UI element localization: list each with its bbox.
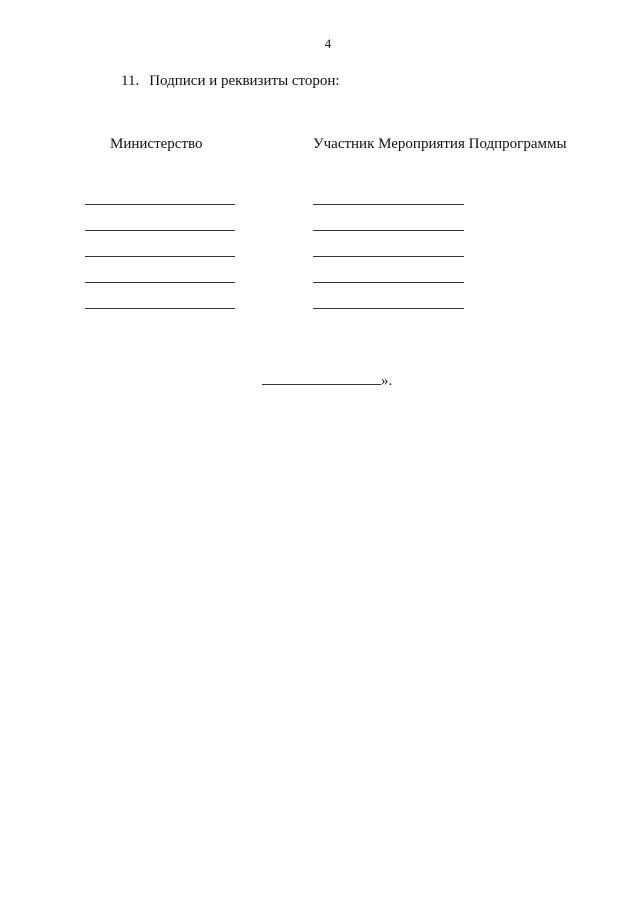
signature-line-right — [313, 204, 464, 205]
signature-line-right — [313, 308, 464, 309]
closing-suffix: ». — [381, 373, 393, 389]
signature-line-left — [85, 282, 235, 283]
signature-line-left — [85, 230, 235, 231]
party-label-ministry: Министерство — [110, 136, 203, 152]
signature-line-right — [313, 282, 464, 283]
party-label-participant: Участник Мероприятия Подпрограммы — [313, 136, 567, 152]
signature-line-right — [313, 256, 464, 257]
page-number: 4 — [324, 36, 332, 51]
closing-blank — [262, 370, 381, 385]
signature-line-right — [313, 230, 464, 231]
section-number: 11. — [121, 73, 140, 89]
signature-line-left — [85, 256, 235, 257]
signature-line-left — [85, 204, 235, 205]
section-heading — [121, 73, 340, 90]
signature-line-left — [85, 308, 235, 309]
section-title: Подписи и реквизиты сторон: — [149, 73, 340, 89]
closing-line — [262, 370, 392, 390]
